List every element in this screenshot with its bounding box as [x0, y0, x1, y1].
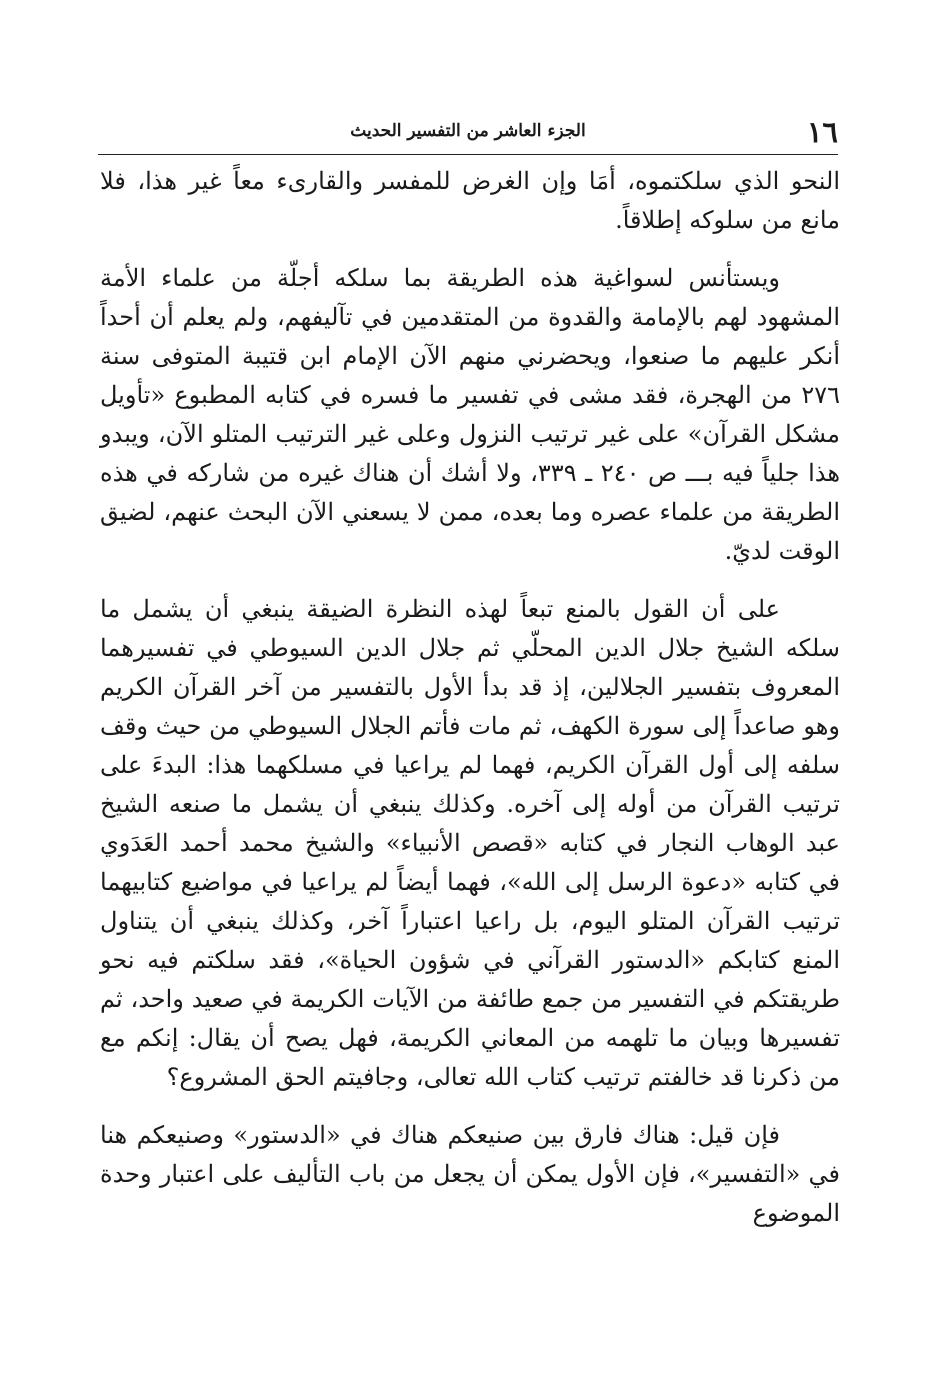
paragraph-continuation: النحو الذي سلكتموه، أمَا وإن الغرض للمفسر والقارىء معاً غير هذا، فلا مانع من سلوكه إطلاقاً.	[100, 167, 840, 234]
page-number: ١٦	[806, 115, 838, 149]
body-text	[100, 162, 840, 1233]
running-header	[98, 112, 838, 156]
paragraph-objection: فإن قيل: هناك فارق بين صنيعكم هناك في «الدستور» وصنيعكم هنا في «التفسير»، فإن الأول يمكن أن يجعل من باب التأليف على اعتبار وحدة الموضوع	[100, 1121, 840, 1227]
paragraph-jalalayn: على أن القول بالمنع تبعاً لهذه النظرة الضيقة ينبغي أن يشمل ما سلكه الشيخ جلال الدين المحلّي ثم جلال الدين السيوطي في تفسيرهما المعروف بتفسير الجلالين، إذ قد بدأ الأول بالتفسير من آخر القرآن الكريم وهو صاعداً إلى سورة الكهف، ثم مات فأتم الجلال السيوطي من حيث وقف سلفه إلى أول القرآن الكريم، فهما لم يراعيا في مسلكهما هذا: البدءَ على ترتيب القرآن من أوله إلى آخره. وكذلك ينبغي أن يشمل ما صنعه الشيخ عبد الوهاب النجار في كتابه «قصص الأنبياء» والشيخ محمد أحمد العَدَوي في كتابه «دعوة الرسل إلى الله»، فهما أيضاً لم يراعيا في مواضيع كتابيهما ترتيب القرآن المتلو اليوم، بل راعيا اعتباراً آخر، وكذلك ينبغي أن يتناول المنع كتابكم «الدستور القرآني في شؤون الحياة»، فقد سلكتم فيه نحو طريقتكم في التفسير من جمع طائفة من الآيات الكريمة في صعيد واحد، ثم تفسيرها وبيان ما تلهمه من المعاني الكريمة، فهل يصح أن يقال: إنكم مع من ذكرنا قد خالفتم ترتيب كتاب الله تعالى، وجافيتم الحق المشروع؟	[100, 595, 841, 1091]
header-divider	[98, 154, 838, 155]
paragraph-ibn-qutayba: ويستأنس لسواغية هذه الطريقة بما سلكه أجلّة من علماء الأمة المشهود لهم بالإمامة والقدوة من المتقدمين في تآليفهم، ولم يعلم أن أحداً أنكر عليهم ما صنعوا، ويحضرني منهم الآن الإمام ابن قتيبة المتوفى سنة ٢٧٦ من الهجرة، فقد مشى في تفسير ما فسره في كتابه المطبوع «تأويل مشكل القرآن» على غير ترتيب النزول وعلى غير الترتيب المتلو الآن، ويبدو هذا جلياً فيه بـــ ص ٢٤٠ ـ ٣٣٩، ولا أشك أن هناك غيره من شاركه في هذه الطريقة من علماء عصره وما بعده، ممن لا يسعني الآن البحث عنهم، لضيق الوقت لديّ.	[100, 264, 841, 565]
book-title: الجزء العاشر من التفسير الحديث	[350, 121, 586, 141]
